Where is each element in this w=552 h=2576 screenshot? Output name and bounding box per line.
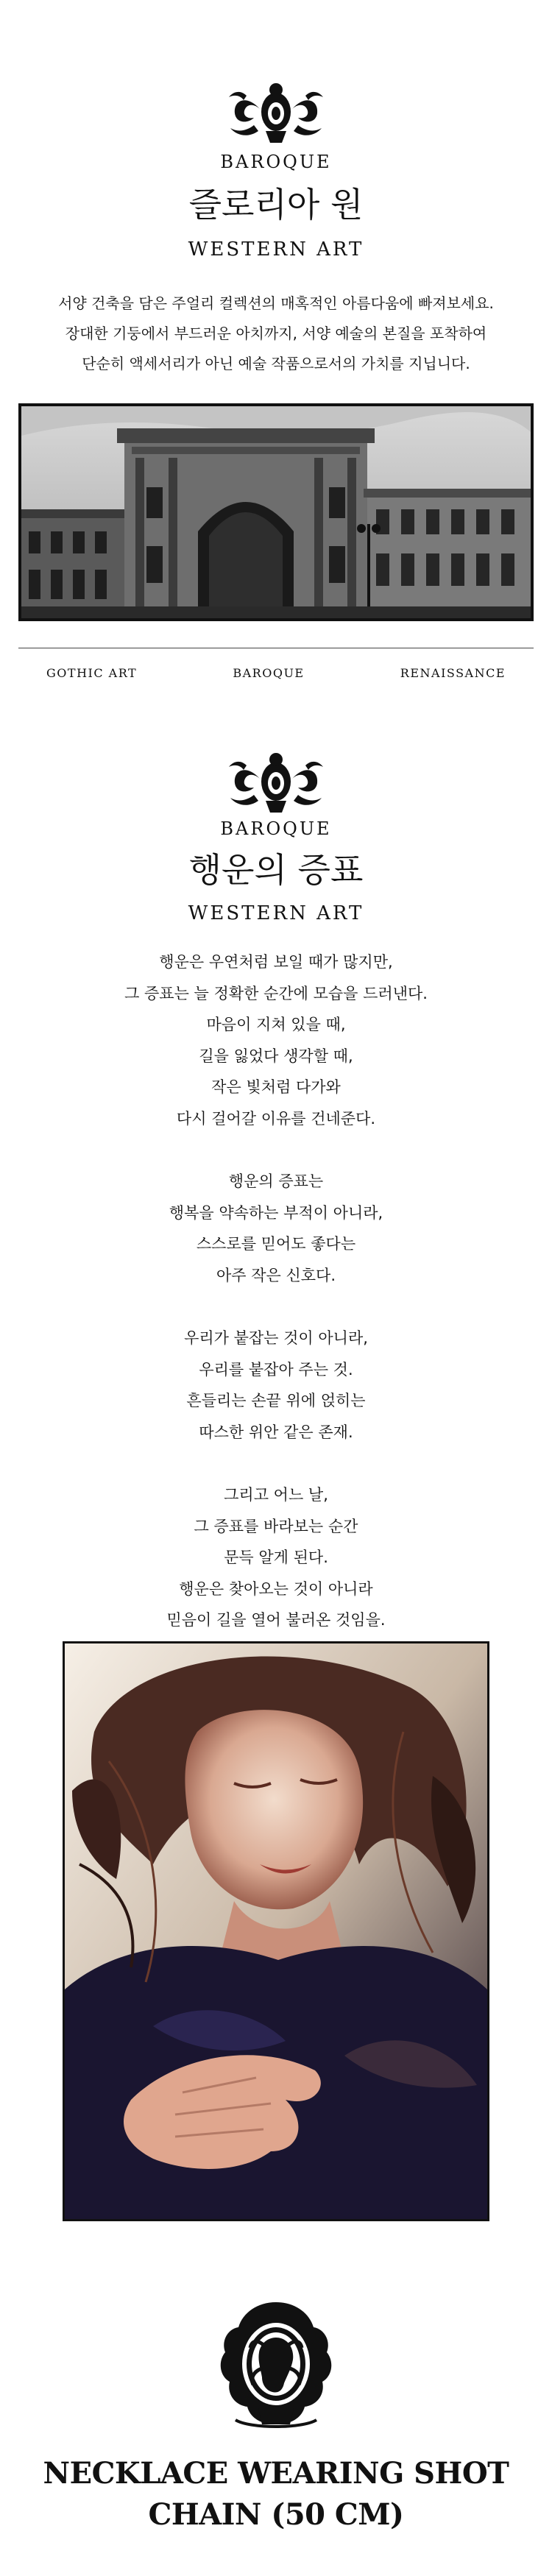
intro-line: 서양 건축을 담은 주얼리 컬렉션의 매혹적인 아름다움에 빠져보세요. <box>58 294 494 312</box>
poem-line: 그 증표를 바라보는 순간 <box>194 1517 358 1535</box>
poem-line: 스스로를 믿어도 좋다는 <box>196 1235 356 1253</box>
intro-line: 장대한 기둥에서 부드러운 아치까지, 서양 예술의 본질을 포착하여 <box>65 325 487 342</box>
portrait-illustration <box>65 1643 487 2219</box>
section-kicker: BAROQUE <box>220 152 332 172</box>
poem-line: 믿음이 길을 열어 불러온 것임을. <box>166 1611 386 1630</box>
poem-line: 행복을 약속하는 부적이 아니라, <box>169 1203 383 1222</box>
poem-line: 따스한 위안 같은 존재. <box>199 1423 353 1441</box>
nav-item-baroque[interactable]: BAROQUE <box>233 666 305 680</box>
baroque-crest-icon <box>224 749 328 817</box>
product-title-line: CHAIN (50 CM) <box>148 2497 404 2532</box>
intro-paragraph <box>15 289 537 379</box>
poem-line: 길을 잃었다 생각할 때, <box>199 1047 353 1065</box>
poem-line: 흔들리는 손끝 위에 얹히는 <box>186 1392 366 1410</box>
poem-line: 행운은 우연처럼 보일 때가 많지만, <box>159 953 393 971</box>
section-subtitle: WESTERN ART <box>188 238 364 261</box>
poem-line: 우리를 붙잡아 주는 것. <box>199 1360 353 1379</box>
poem-line: 다시 걸어갈 이유를 건네준다. <box>176 1109 376 1128</box>
poem-line: 마음이 지쳐 있을 때, <box>206 1016 346 1034</box>
poem-line: 그 증표는 늘 정확한 순간에 모습을 드러낸다. <box>124 984 428 1002</box>
nav-item-renaissance[interactable]: RENAISSANCE <box>400 666 506 680</box>
product-title <box>0 2453 552 2536</box>
product-title-line: NECKLACE WEARING SHOT <box>43 2456 509 2491</box>
section-kicker: BAROQUE <box>220 818 332 839</box>
poem-line: 아주 작은 신호다. <box>216 1266 336 1284</box>
poem-line: 작은 빛처럼 다가와 <box>211 1078 341 1097</box>
section-subtitle: WESTERN ART <box>188 902 364 924</box>
nav-item-gothic-art[interactable]: GOTHIC ART <box>46 666 138 680</box>
style-nav <box>18 666 534 680</box>
poem-line: 문득 알게 된다. <box>224 1549 328 1567</box>
poem-line: 행운은 찾아오는 것이 아니라 <box>179 1579 373 1598</box>
poem-line: 우리가 붙잡는 것이 아니라, <box>184 1329 368 1348</box>
medusa-medallion-icon <box>213 2295 339 2435</box>
building-photo <box>18 403 534 621</box>
page-title: 즐로리아 원 <box>188 185 364 224</box>
intro-line: 단순히 액세서리가 아닌 예술 작품으로서의 가치를 지닙니다. <box>82 355 470 372</box>
portrait-painting <box>63 1641 489 2221</box>
poem <box>0 946 552 1636</box>
building-illustration <box>21 406 531 618</box>
section-title: 행운의 증표 <box>188 850 364 890</box>
poem-line: 행운의 증표는 <box>228 1172 324 1191</box>
baroque-crest-icon <box>224 79 328 147</box>
poem-line: 그리고 어느 날, <box>224 1486 328 1504</box>
